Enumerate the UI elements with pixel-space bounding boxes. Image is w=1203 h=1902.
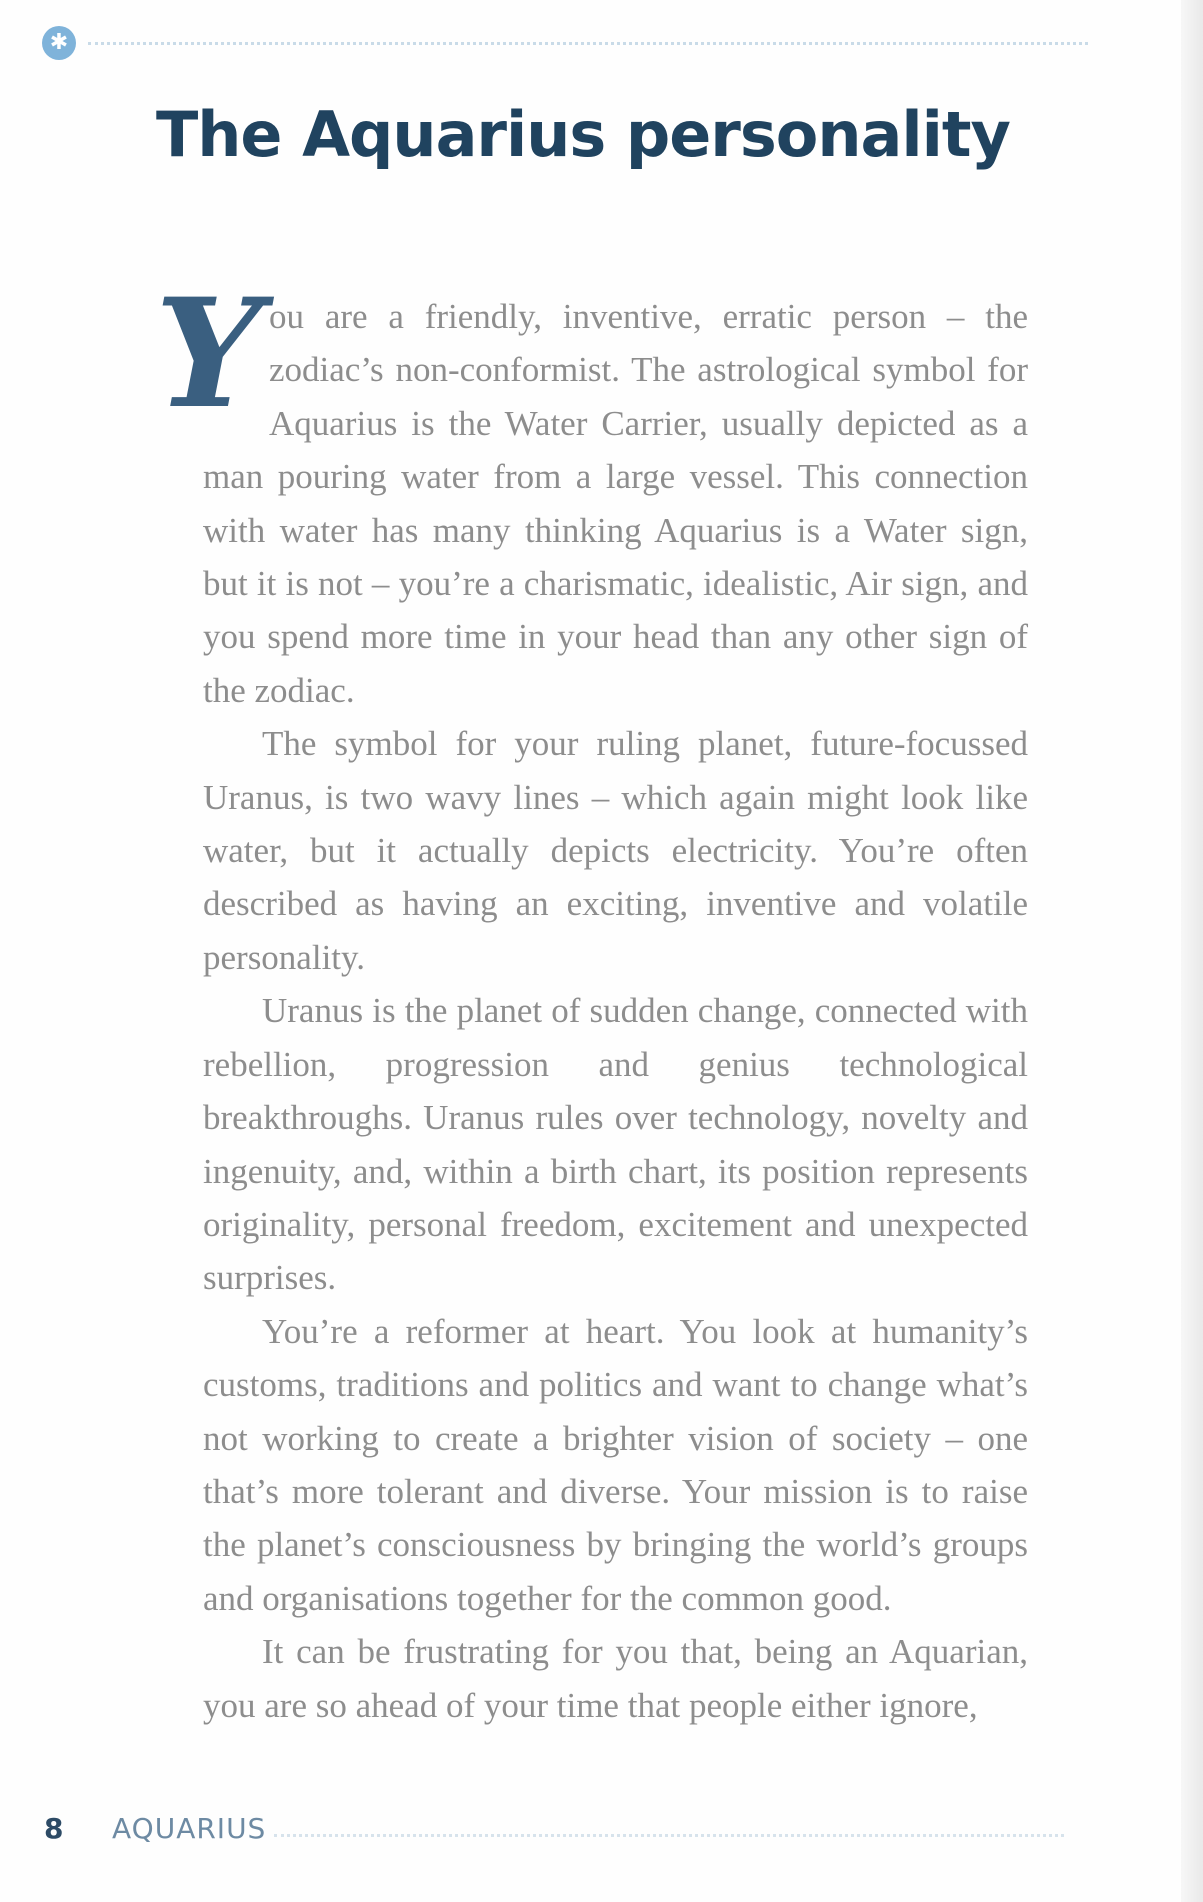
paragraph-4: You’re a reformer at heart. You look at humanity’s customs, traditions and politics and want to change what’s not working to create a brighter vision of society – one that’s more tolerant and diverse. Your mission is to raise the planet’s consciousness by bringing the world’s groups and organisations together for the common good. <box>203 1311 1028 1618</box>
page-number: 8 <box>44 1812 64 1845</box>
body-text <box>155 266 1028 1732</box>
drop-cap: Y <box>155 266 263 442</box>
top-decorative-rule <box>40 24 1060 54</box>
paragraph-2: The symbol for your ruling planet, future-focussed Uranus, is two wavy lines – which again might look like water, but it actually depicts electricity. You’re often described as having an exciting, inventive and volatile personality. <box>203 724 1028 977</box>
star-badge-icon: ✱ <box>42 26 76 60</box>
paragraph-5: It can be frustrating for you that, being an Aquarian, you are so ahead of your time that people either ignore, <box>203 1632 1028 1725</box>
paragraph-3: Uranus is the planet of sudden change, connected with rebellion, progression and genius technological breakthroughs. Uranus rules over technology, novelty and ingenuity, and, within a birth chart, its position represents originality, personal freedom, excitement and unexpected surprises. <box>203 991 1028 1298</box>
page-title: The Aquarius personality <box>156 98 1010 171</box>
paragraph-1 <box>155 266 1028 717</box>
top-dotted-line <box>88 42 1088 45</box>
footer-dotted-line <box>274 1834 1064 1837</box>
page-edge-shadow <box>1181 0 1203 1902</box>
page-footer <box>44 1812 1064 1852</box>
paragraph-1-text: ou are a friendly, inventive, erratic person – the zodiac’s non-conformist. The astrological symbol for Aquarius is the Water Carrier, usually depicted as a man pouring water from a large vessel. This connection with water has many thinking Aquarius is a Water sign, but it is not – you’re a charismatic, idealistic, Air sign, and you spend more time in your head than any other sign of the zodiac. <box>203 297 1028 710</box>
running-head: AQUARIUS <box>112 1812 267 1845</box>
